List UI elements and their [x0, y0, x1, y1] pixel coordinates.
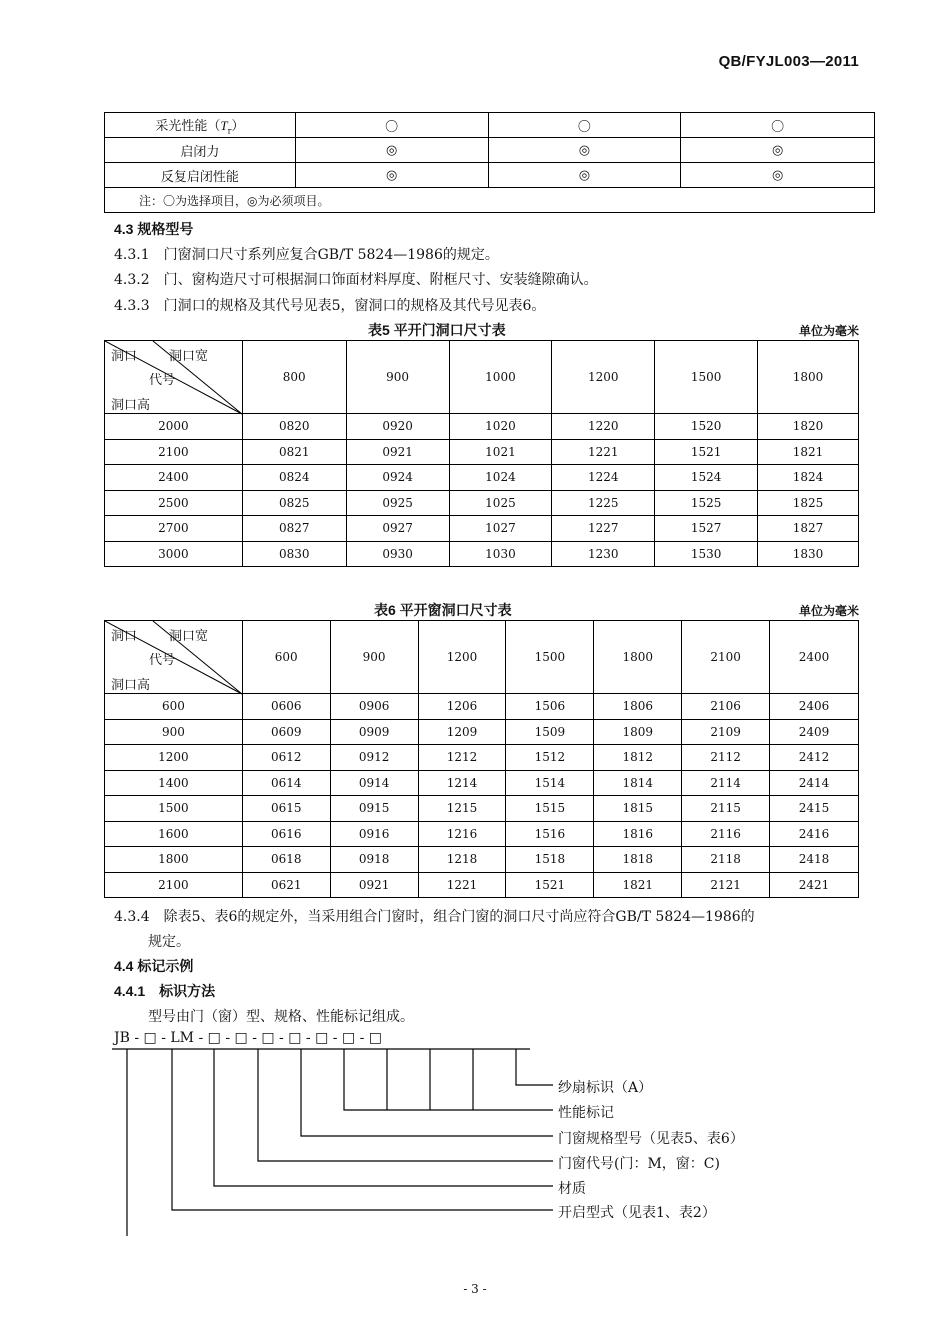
cell: ◎: [681, 163, 875, 188]
subsection-heading: 4.4.1 标识方法: [114, 983, 216, 999]
size-code-cell: 1809: [594, 719, 682, 745]
row-label: 采光性能$(T_r)$: [105, 113, 296, 138]
size-code-cell: 1824: [758, 465, 859, 491]
size-code-cell: 1027: [449, 516, 552, 542]
door-size-table: [104, 340, 859, 567]
row-height-label: 2100: [105, 439, 243, 465]
size-code-cell: 2412: [770, 745, 859, 771]
paragraph: 4.3.3 门洞口的规格及其代号见表5，窗洞口的规格及其代号见表6。: [114, 298, 546, 314]
table-row: [105, 113, 875, 138]
column-header: 1000: [449, 341, 552, 414]
legend-item: 性能标记: [558, 1105, 614, 1121]
size-code-cell: 1814: [594, 770, 682, 796]
row-height-label: 1800: [105, 847, 243, 873]
legend-item: 纱扇标识（A）: [558, 1080, 653, 1096]
table-row: [105, 694, 859, 720]
size-code-cell: 1206: [418, 694, 506, 720]
size-code-cell: 1221: [552, 439, 655, 465]
section-heading: 4.4 标记示例: [114, 958, 194, 974]
size-code-cell: 0916: [330, 821, 418, 847]
column-header: 600: [242, 621, 330, 694]
size-code-cell: 2121: [682, 872, 770, 898]
row-label: 启闭力: [105, 138, 296, 163]
table-row: [105, 465, 859, 491]
row-height-label: 600: [105, 694, 243, 720]
paragraph: 4.3.4 除表5、表6的规定外，当采用组合门窗时，组合门窗的洞口尺寸尚应符合GB/T 5824—1986的: [114, 909, 755, 925]
size-code-cell: 1815: [594, 796, 682, 822]
size-code-cell: 0914: [330, 770, 418, 796]
size-code-cell: 2115: [682, 796, 770, 822]
size-code-cell: 1525: [655, 490, 758, 516]
size-code-cell: 1520: [655, 414, 758, 440]
size-code-cell: 1220: [552, 414, 655, 440]
size-code-cell: 1818: [594, 847, 682, 873]
row-height-label: 2500: [105, 490, 243, 516]
size-code-cell: 2416: [770, 821, 859, 847]
size-code-cell: 1821: [594, 872, 682, 898]
row-label: 反复启闭性能: [105, 163, 296, 188]
size-code-cell: 1816: [594, 821, 682, 847]
size-code-cell: 1812: [594, 745, 682, 771]
column-header: 900: [330, 621, 418, 694]
column-header: 800: [242, 341, 346, 414]
size-code-cell: 1530: [655, 541, 758, 567]
marking-code: JB - □ - LM - □ - □ - □ - □ - □ - □ - □: [114, 1030, 383, 1046]
row-height-label: 1400: [105, 770, 243, 796]
size-code-cell: 0927: [346, 516, 449, 542]
size-code-cell: 0615: [242, 796, 330, 822]
size-code-cell: 1020: [449, 414, 552, 440]
size-code-cell: 2109: [682, 719, 770, 745]
table-row: [105, 745, 859, 771]
size-code-cell: 0915: [330, 796, 418, 822]
size-code-cell: 0918: [330, 847, 418, 873]
cell: 〇: [295, 113, 488, 138]
table-row: [105, 414, 859, 440]
size-code-cell: 0909: [330, 719, 418, 745]
size-code-cell: 1509: [506, 719, 594, 745]
performance-table: [104, 112, 875, 213]
size-code-cell: 0621: [242, 872, 330, 898]
size-code-cell: 1230: [552, 541, 655, 567]
column-header: 900: [346, 341, 449, 414]
size-code-cell: 0821: [242, 439, 346, 465]
column-header: 1200: [552, 341, 655, 414]
column-header: 1800: [594, 621, 682, 694]
size-code-cell: 1216: [418, 821, 506, 847]
table-header-row: [105, 621, 859, 694]
size-code-cell: 2118: [682, 847, 770, 873]
size-code-cell: 1516: [506, 821, 594, 847]
section-heading: 4.3 规格型号: [114, 221, 194, 237]
paragraph-continued: 规定。: [148, 934, 190, 950]
size-code-cell: 0827: [242, 516, 346, 542]
size-code-cell: 0912: [330, 745, 418, 771]
table-note: 注：〇为选择项目，◎为必须项目。: [105, 188, 875, 213]
size-code-cell: 0920: [346, 414, 449, 440]
table-caption: 表6 平开窗洞口尺寸表: [374, 602, 512, 618]
corner-header: 洞口 洞口宽 代号 洞口高: [105, 621, 243, 694]
cell: ◎: [295, 138, 488, 163]
paragraph: 型号由门（窗）型、规格、性能标记组成。: [148, 1009, 414, 1025]
cell: 〇: [488, 113, 681, 138]
cell: 〇: [681, 113, 875, 138]
cell: ◎: [488, 163, 681, 188]
size-code-cell: 2116: [682, 821, 770, 847]
size-code-cell: 0606: [242, 694, 330, 720]
size-code-cell: 2421: [770, 872, 859, 898]
size-code-cell: 0921: [330, 872, 418, 898]
table-row: [105, 516, 859, 542]
size-code-cell: 1030: [449, 541, 552, 567]
cell: ◎: [295, 163, 488, 188]
page-number: - 3 -: [463, 1282, 487, 1296]
window-size-table: [104, 620, 859, 898]
table-caption: 表5 平开门洞口尺寸表: [368, 322, 506, 338]
document-code: QB/FYJL003—2011: [718, 53, 859, 70]
row-height-label: 1600: [105, 821, 243, 847]
size-code-cell: 1524: [655, 465, 758, 491]
table-row: [105, 541, 859, 567]
corner-header: 洞口 洞口宽 代号 洞口高: [105, 341, 243, 414]
size-code-cell: 1218: [418, 847, 506, 873]
size-code-cell: 2406: [770, 694, 859, 720]
table-row: [105, 719, 859, 745]
size-code-cell: 1227: [552, 516, 655, 542]
size-code-cell: 1024: [449, 465, 552, 491]
size-code-cell: 0906: [330, 694, 418, 720]
legend-item: 门窗代号(门：M，窗：C): [558, 1156, 720, 1172]
size-code-cell: 1515: [506, 796, 594, 822]
size-code-cell: 1825: [758, 490, 859, 516]
size-code-cell: 0921: [346, 439, 449, 465]
size-code-cell: 2414: [770, 770, 859, 796]
paragraph: 4.3.1 门窗洞口尺寸系列应复合GB/T 5824—1986的规定。: [114, 247, 499, 263]
size-code-cell: 0820: [242, 414, 346, 440]
size-code-cell: 1518: [506, 847, 594, 873]
size-code-cell: 1021: [449, 439, 552, 465]
size-code-cell: 1514: [506, 770, 594, 796]
size-code-cell: 0825: [242, 490, 346, 516]
row-height-label: 2700: [105, 516, 243, 542]
row-height-label: 1500: [105, 796, 243, 822]
size-code-cell: 1215: [418, 796, 506, 822]
size-code-cell: 1225: [552, 490, 655, 516]
size-code-cell: 0824: [242, 465, 346, 491]
paragraph: 4.3.2 门、窗构造尺寸可根据洞口饰面材料厚度、附框尺寸、安装缝隙确认。: [114, 272, 598, 288]
size-code-cell: 2106: [682, 694, 770, 720]
table-note-row: [105, 188, 875, 213]
size-code-cell: 0614: [242, 770, 330, 796]
size-code-cell: 1827: [758, 516, 859, 542]
size-code-cell: 0616: [242, 821, 330, 847]
size-code-cell: 1521: [506, 872, 594, 898]
cell: ◎: [681, 138, 875, 163]
size-code-cell: 1506: [506, 694, 594, 720]
table-row: [105, 821, 859, 847]
size-code-cell: 0830: [242, 541, 346, 567]
size-code-cell: 1820: [758, 414, 859, 440]
table-unit: 单位为毫米: [798, 324, 859, 338]
column-header: 2100: [682, 621, 770, 694]
column-header: 1500: [655, 341, 758, 414]
table-row: [105, 490, 859, 516]
size-code-cell: 1025: [449, 490, 552, 516]
size-code-cell: 1806: [594, 694, 682, 720]
table-row: [105, 163, 875, 188]
cell: ◎: [488, 138, 681, 163]
table-row: [105, 770, 859, 796]
legend-item: 门窗规格型号（见表5、表6）: [558, 1131, 744, 1147]
size-code-cell: 1821: [758, 439, 859, 465]
size-code-cell: 1209: [418, 719, 506, 745]
size-code-cell: 0609: [242, 719, 330, 745]
column-header: 1800: [758, 341, 859, 414]
table-row: [105, 138, 875, 163]
table-header-row: [105, 341, 859, 414]
legend-item: 材质: [558, 1181, 586, 1197]
table-unit: 单位为毫米: [798, 604, 859, 618]
row-height-label: 900: [105, 719, 243, 745]
size-code-cell: 2112: [682, 745, 770, 771]
size-code-cell: 1512: [506, 745, 594, 771]
column-header: 1200: [418, 621, 506, 694]
column-header: 2400: [770, 621, 859, 694]
size-code-cell: 1830: [758, 541, 859, 567]
row-height-label: 2400: [105, 465, 243, 491]
size-code-cell: 2114: [682, 770, 770, 796]
size-code-cell: 1521: [655, 439, 758, 465]
size-code-cell: 1527: [655, 516, 758, 542]
row-height-label: 2000: [105, 414, 243, 440]
row-height-label: 2100: [105, 872, 243, 898]
table-row: [105, 847, 859, 873]
row-height-label: 3000: [105, 541, 243, 567]
table-row: [105, 439, 859, 465]
size-code-cell: 0925: [346, 490, 449, 516]
size-code-cell: 0924: [346, 465, 449, 491]
row-height-label: 1200: [105, 745, 243, 771]
size-code-cell: 1224: [552, 465, 655, 491]
column-header: 1500: [506, 621, 594, 694]
size-code-cell: 0618: [242, 847, 330, 873]
size-code-cell: 0612: [242, 745, 330, 771]
size-code-cell: 2415: [770, 796, 859, 822]
legend-item: 开启型式（见表1、表2）: [558, 1205, 716, 1221]
size-code-cell: 1221: [418, 872, 506, 898]
size-code-cell: 0930: [346, 541, 449, 567]
size-code-cell: 2418: [770, 847, 859, 873]
table-row: [105, 796, 859, 822]
table-row: [105, 872, 859, 898]
size-code-cell: 1212: [418, 745, 506, 771]
size-code-cell: 2409: [770, 719, 859, 745]
size-code-cell: 1214: [418, 770, 506, 796]
